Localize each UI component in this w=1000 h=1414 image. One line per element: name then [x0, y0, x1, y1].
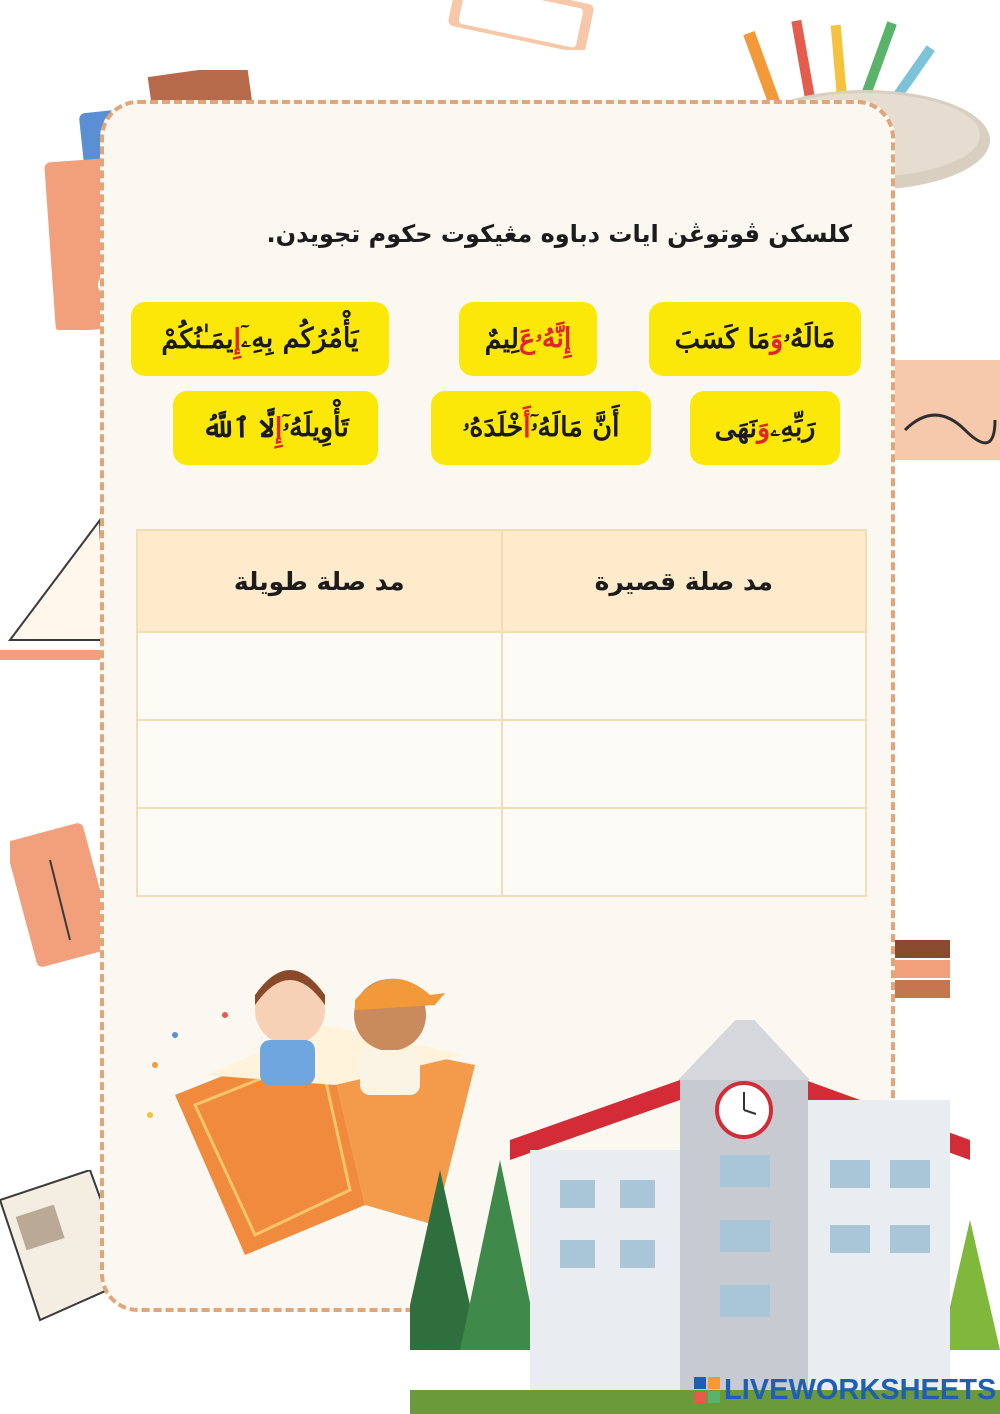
drop-zone-short-1[interactable] — [502, 632, 867, 720]
sorting-table — [136, 529, 867, 897]
chip-3-text-a: يَأْمُرُكُم بِهِۦٓ — [241, 323, 359, 354]
table-row — [137, 632, 866, 720]
chip-3-text-b: إِ — [233, 323, 241, 355]
chip-5-text-b: أَ — [523, 412, 531, 444]
chip-1-text-c: مَا كَسَبَ — [674, 323, 771, 355]
drop-zone-long-3[interactable] — [137, 808, 502, 896]
books-right-stack-decoration — [895, 930, 955, 1000]
chip-3-text-c: يمَـٰنُكُمْ — [161, 323, 234, 355]
watermark-text: LIVEWORKSHEETS — [724, 1373, 997, 1406]
chip-1-text-b: وَ — [770, 323, 784, 355]
header-long-mad-silah: مد صلة طويلة — [137, 530, 502, 632]
header-short-mad-silah: مد صلة قصيرة — [502, 530, 867, 632]
answer-chip-3[interactable] — [131, 302, 389, 376]
chip-4-text-a: رَبِّهِۦ — [770, 412, 816, 443]
table-header-row — [137, 530, 866, 632]
drop-zone-long-2[interactable] — [137, 720, 502, 808]
table-row — [137, 720, 866, 808]
chip-1-text-a: مَالَهُۥ — [783, 323, 836, 354]
chip-4-text-c: نَهَى — [714, 412, 758, 444]
chip-5-text-a: أَنَّ مَالَهُۥٓ — [530, 412, 620, 443]
answer-chip-1[interactable] — [649, 302, 861, 376]
books-top-decoration — [440, 0, 600, 50]
liveworksheets-logo-icon — [694, 1377, 720, 1403]
chip-4-text-b: وَ — [757, 412, 771, 444]
liveworksheets-watermark — [694, 1373, 996, 1407]
chip-5-text-c: خْلَدَهُۥ — [462, 412, 524, 443]
school-building-illustration — [410, 1020, 1000, 1414]
chip-2-text-a: إِنَّهُۥ — [535, 323, 572, 354]
book-left-mid-decoration — [10, 820, 105, 970]
chip-2-text-b: عَ — [518, 323, 536, 355]
answer-chip-6[interactable] — [173, 391, 378, 465]
drop-zone-long-1[interactable] — [137, 632, 502, 720]
table-row — [137, 808, 866, 896]
instruction-text: كلسكن ڤوتوڠن ايات دباوه مڠيكوت حکوم تجويدن. — [266, 220, 852, 248]
chip-6-text-a: تَأْوِيلَهُۥٓ — [282, 412, 349, 443]
drop-zone-short-2[interactable] — [502, 720, 867, 808]
answer-chip-5[interactable] — [431, 391, 651, 465]
chip-6-text-c: لَّا ٱللَّهُ — [202, 412, 275, 444]
answer-chip-4[interactable] — [690, 391, 840, 465]
chip-2-text-c: لِيمٌ — [484, 323, 519, 355]
chip-6-text-b: إِ — [274, 412, 283, 444]
open-book-left-decoration — [0, 500, 105, 660]
answer-chip-2[interactable] — [459, 302, 597, 376]
drop-zone-short-3[interactable] — [502, 808, 867, 896]
book-right-decoration — [895, 360, 1000, 460]
